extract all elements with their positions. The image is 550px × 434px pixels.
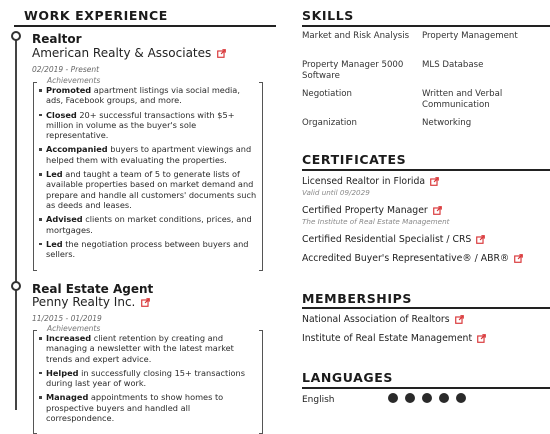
language-level-dot (422, 393, 432, 403)
membership-link[interactable] (302, 333, 486, 344)
achievement-item: Led and taught a team of 5 to generate lists of available properties based on market demand and prepare and handle all customers' documents such as deeds and leases. (39, 169, 259, 210)
certificates-title: CERTIFICATES (302, 152, 407, 167)
language-level (388, 393, 466, 403)
skill-item: Organization (302, 118, 357, 128)
language-level-dot (456, 393, 466, 403)
external-link-icon[interactable] (477, 334, 486, 343)
language-level-dot (405, 393, 415, 403)
achievement-item: Increased client retention by creating and managing a newsletter with the latest market trends and expert advice. (39, 333, 259, 364)
achievements-box (33, 76, 263, 271)
certificate-name: Certified Property Manager (302, 205, 428, 216)
bracket-left (33, 82, 37, 271)
skill-item: Market and Risk Analysis (302, 31, 410, 41)
certificate-link[interactable] (302, 253, 523, 264)
language-level-dot (439, 393, 449, 403)
skills-title: SKILLS (302, 8, 354, 23)
certificate-name: Accredited Buyer's Representative® / ABR® (302, 253, 510, 264)
job-dates: 02/2019 - Present (32, 65, 100, 74)
bracket-right (259, 82, 263, 271)
skill-item: Property Management (422, 31, 518, 41)
languages-title: LANGUAGES (302, 370, 394, 385)
certificate-name: Certified Residential Specialist / CRS (302, 234, 472, 245)
memberships-title: MEMBERSHIPS (302, 291, 412, 306)
achievements-label: Achievements (47, 76, 101, 85)
skill-item: Networking (422, 118, 472, 128)
achievement-item: Led the negotiation process between buyers and sellers. (39, 239, 259, 260)
job-dates: 11/2015 - 01/2019 (32, 314, 102, 323)
achievement-item: Accompanied buyers to apartment viewings and helped them with evaluating the properties. (39, 144, 259, 165)
certificate-item (302, 253, 523, 264)
achievement-item: Advised clients on market conditions, prices, and mortgages. (39, 214, 259, 235)
timeline-node (11, 281, 21, 291)
achievement-item: Closed 20+ successful transactions with $5+ million in volume as the buyer's sole representative. (39, 110, 259, 141)
certificate-link[interactable] (302, 176, 439, 187)
certificate-link[interactable] (302, 205, 449, 216)
job-title: Real Estate Agent (32, 282, 154, 296)
achievements-list (39, 333, 259, 427)
work-experience-title: WORK EXPERIENCE (24, 8, 168, 23)
certificate-link[interactable] (302, 234, 485, 245)
achievements-list (39, 85, 259, 263)
section-divider (302, 25, 550, 27)
membership-name: Institute of Real Estate Management (302, 333, 473, 344)
company-name: American Realty & Associates (32, 46, 212, 60)
achievement-item: Managed appointments to show homes to prospective buyers and handled all correspondence. (39, 392, 259, 423)
certificate-item (302, 176, 439, 197)
skill-item: Negotiation (302, 89, 352, 99)
certificate-detail: Valid until 09/2029 (302, 188, 370, 197)
external-link-icon[interactable] (217, 49, 226, 58)
certificate-detail: The Institute of Real Estate Management (302, 217, 450, 226)
job-title: Realtor (32, 32, 82, 46)
external-link-icon[interactable] (430, 177, 439, 186)
company-link[interactable] (32, 295, 150, 309)
section-divider (302, 169, 550, 171)
skill-item: Written and Verbal Communication (422, 89, 503, 110)
section-divider (302, 307, 550, 309)
membership-link[interactable] (302, 314, 464, 325)
bracket-right (259, 330, 263, 434)
external-link-icon[interactable] (433, 206, 442, 215)
language-name: English (302, 395, 335, 405)
timeline-line (15, 36, 17, 410)
certificate-name: Licensed Realtor in Florida (302, 176, 426, 187)
bracket-left (33, 330, 37, 434)
section-divider (302, 387, 550, 389)
section-divider (14, 25, 276, 27)
sidebar-column (288, 0, 550, 410)
company-link[interactable] (32, 46, 226, 60)
company-name: Penny Realty Inc. (32, 295, 136, 309)
external-link-icon[interactable] (455, 315, 464, 324)
external-link-icon[interactable] (476, 235, 485, 244)
membership-name: National Association of Realtors (302, 314, 450, 325)
achievement-item: Helped in successfully closing 15+ transactions during last year of work. (39, 368, 259, 389)
language-level-dot (388, 393, 398, 403)
external-link-icon[interactable] (141, 298, 150, 307)
achievements-label: Achievements (47, 324, 101, 333)
certificate-item (302, 234, 485, 245)
skill-item: Property Manager 5000 Software (302, 60, 404, 81)
timeline-node (11, 31, 21, 41)
certificate-item (302, 205, 449, 226)
external-link-icon[interactable] (514, 254, 523, 263)
achievement-item: Promoted apartment listings via social media, ads, Facebook groups, and more. (39, 85, 259, 106)
skill-item: MLS Database (422, 60, 484, 70)
achievements-box (33, 324, 263, 434)
